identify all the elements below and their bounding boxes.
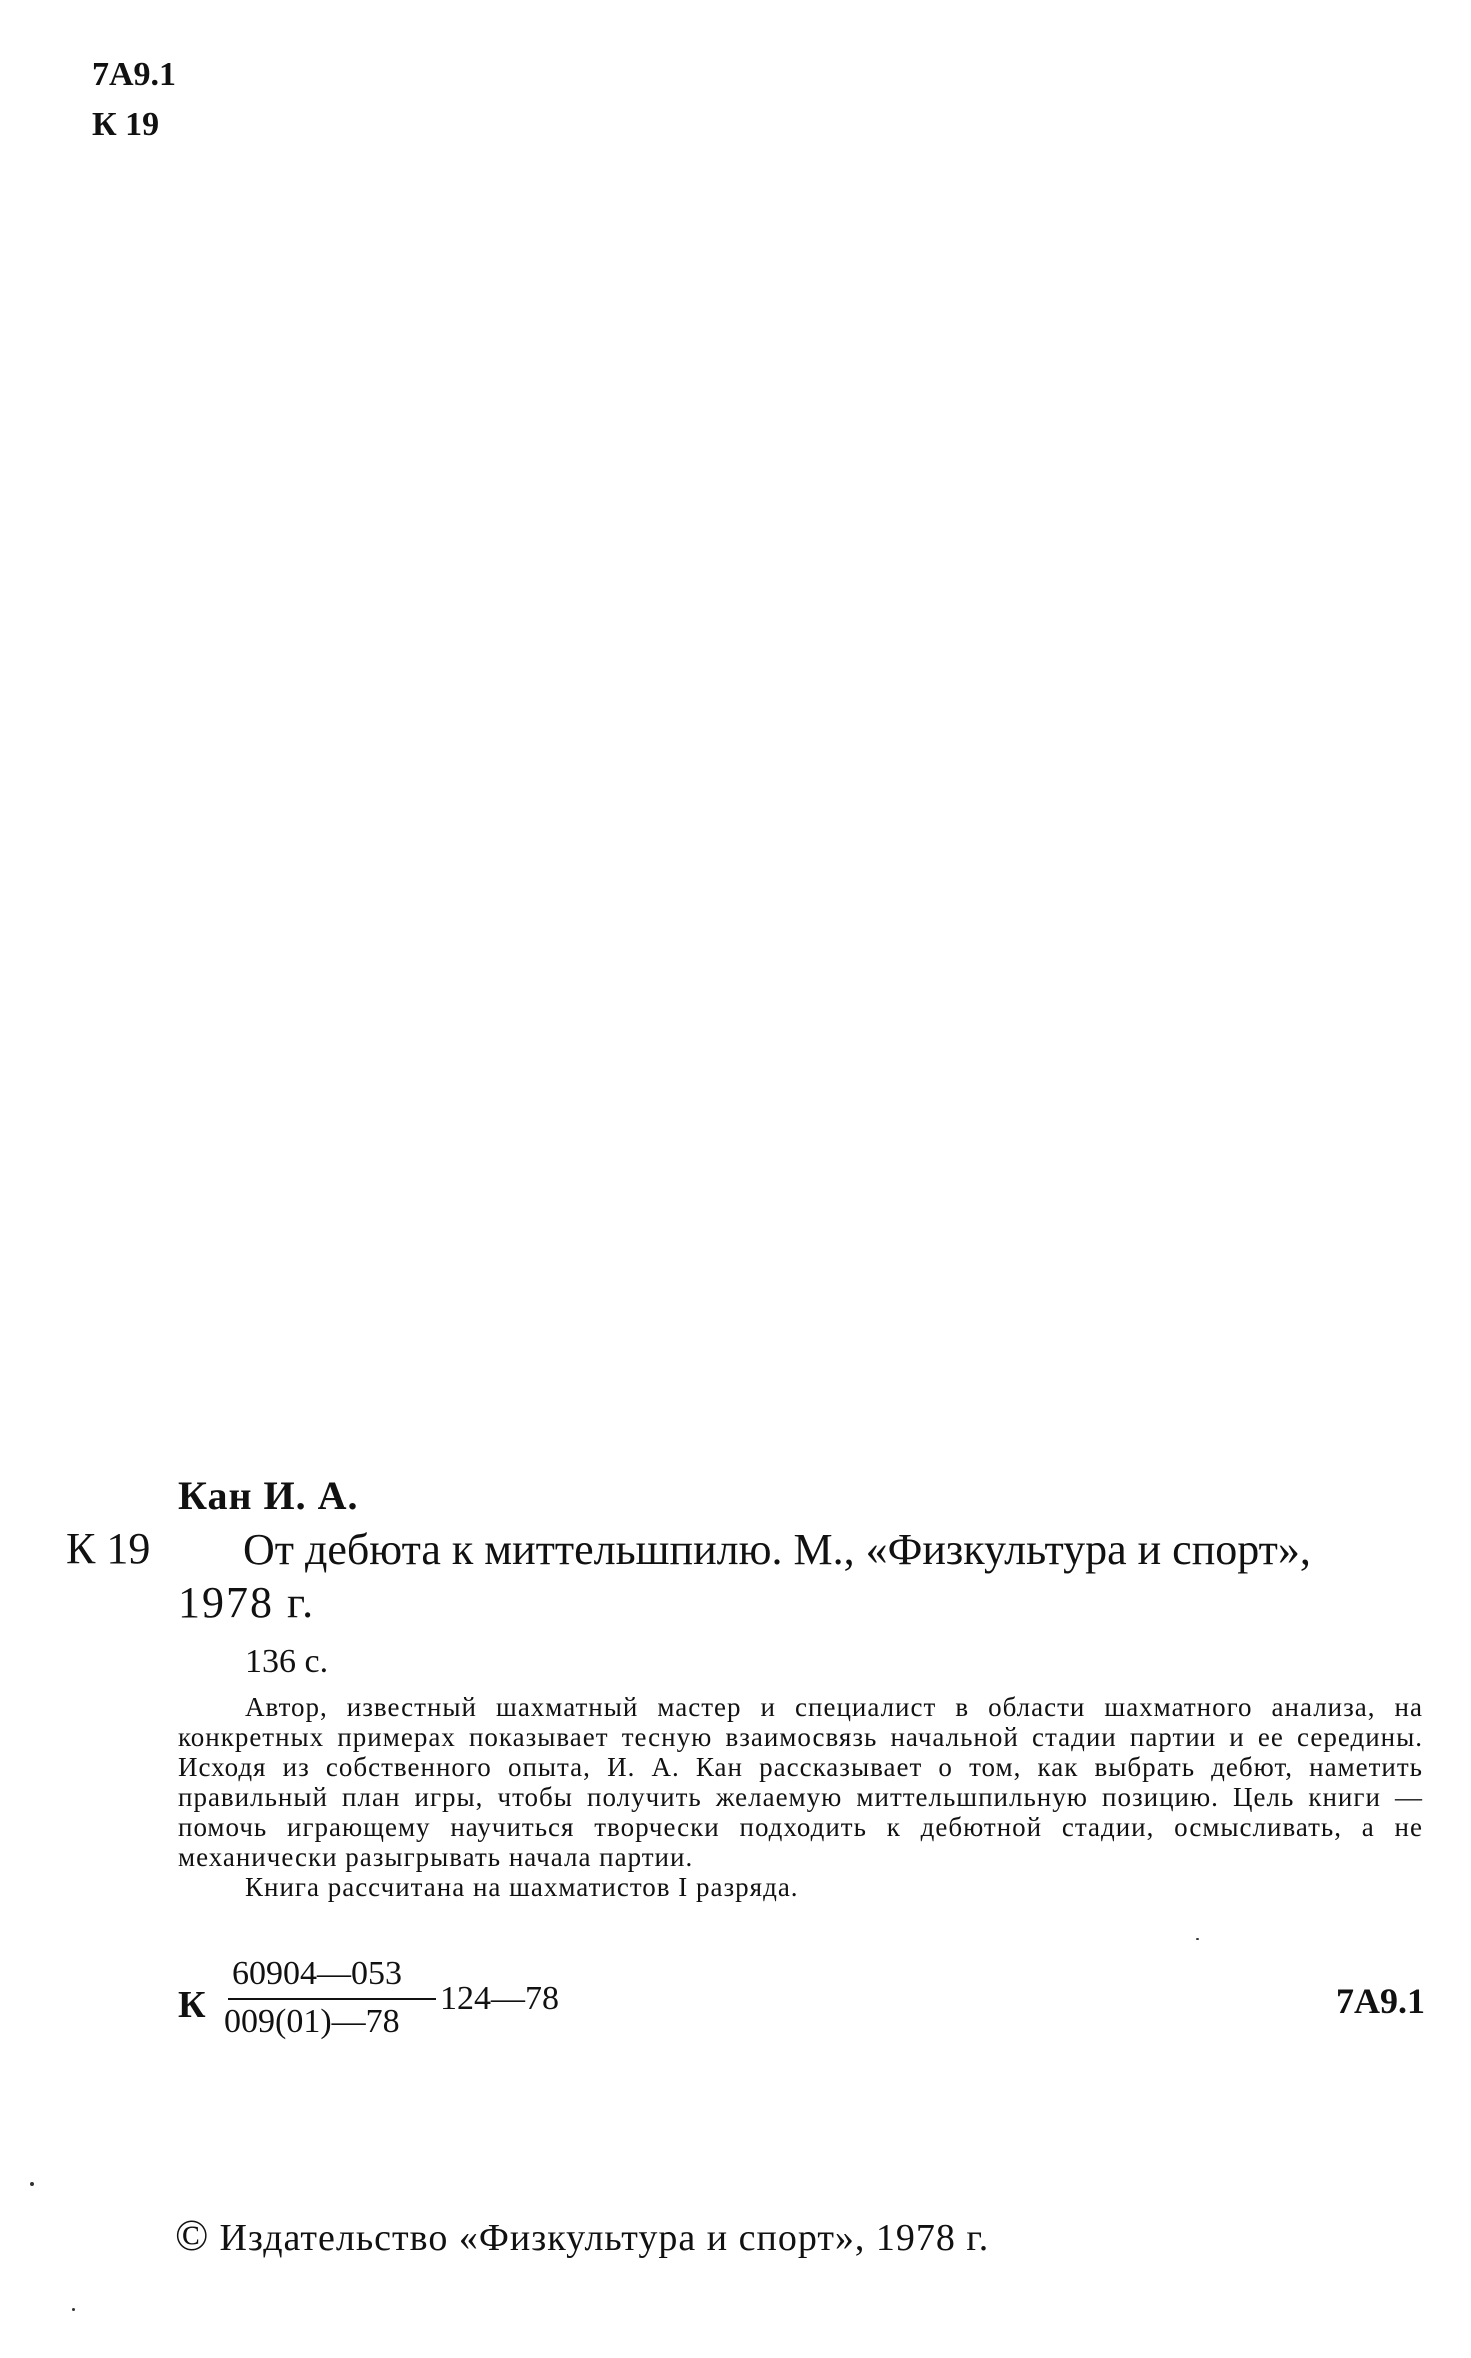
author-mark: К 19: [92, 106, 160, 143]
print-speck: [72, 2308, 75, 2311]
publication-year: 1978 г.: [178, 1578, 316, 1627]
copyright-text: Издательство «Физкультура и спорт», 1978 г.: [219, 2217, 990, 2259]
book-title: От дебюта к миттельшпилю. М., «Физкультура и спорт»,: [243, 1525, 1311, 1574]
author-name: Кан И. А.: [178, 1473, 359, 1518]
copyright-line: [175, 2210, 989, 2261]
audience-note: Книга рассчитана на шахматистов I разряда.: [245, 1872, 799, 1902]
annotation: [178, 1692, 1423, 1902]
page-count: 136 с.: [245, 1643, 329, 1680]
copyright-symbol: ©: [175, 2211, 210, 2260]
print-speck: [1196, 1938, 1199, 1940]
classification-codes: [92, 50, 176, 150]
bbk-code: 7А9.1: [92, 56, 177, 93]
fraction-line: [228, 1998, 436, 2000]
index-right-code: 7А9.1: [1336, 1981, 1425, 2021]
side-author-mark: К 19: [66, 1524, 151, 1573]
index-denominator: 009(01)—78: [224, 2003, 400, 2040]
print-speck: [30, 2182, 34, 2186]
annotation-text: Автор, известный шахматный мастер и специалист в области шахматного анализа, на конкретных примерах показывает тесную взаимосвязь начальной стадии партии и ее середины. Исходя из собственного опыта, И. А. Кан рассказывает о том, как выбрать дебют, наметить правильный план игры, чтобы получить желаемую миттельшпильную позицию. Цель книги — помочь играющему научиться творчески подходить к дебютной стадии, осмысливать, а не механически разыгрывать начала партии.: [178, 1692, 1423, 1872]
index-numerator: 60904—053: [232, 1955, 402, 1992]
index-letter: К: [178, 1984, 206, 2026]
index-suffix: 124—78: [440, 1980, 559, 2017]
